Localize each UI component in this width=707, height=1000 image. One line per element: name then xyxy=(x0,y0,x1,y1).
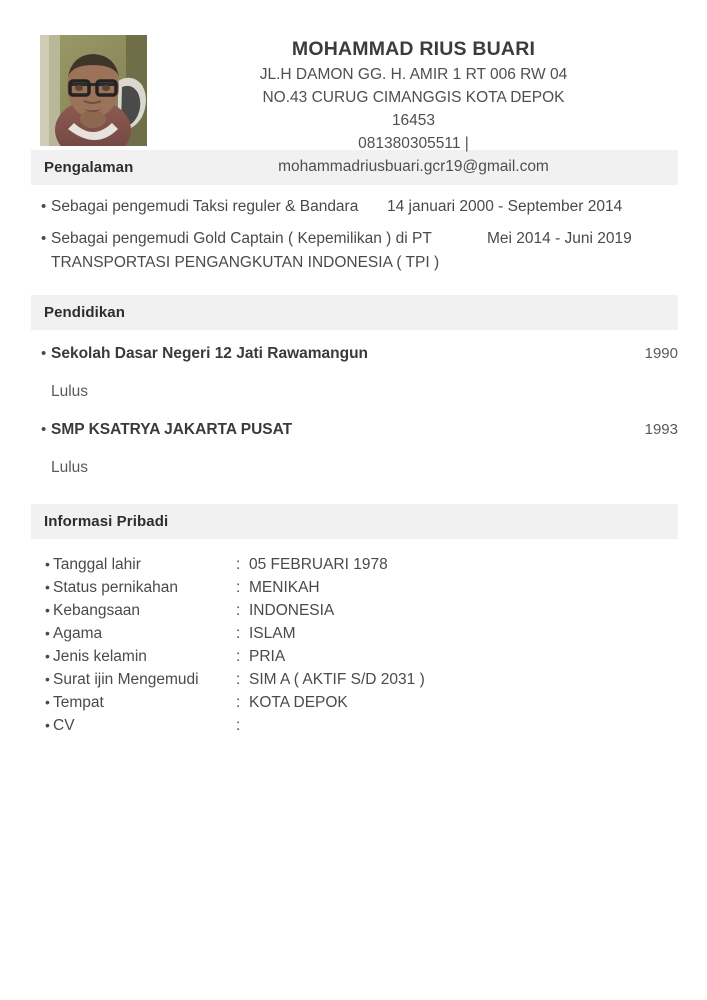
personal-info-separator: : xyxy=(236,694,241,711)
education-status: Lulus xyxy=(51,383,89,400)
bullet-icon: • xyxy=(41,345,47,362)
personal-info-label: Tanggal lahir xyxy=(53,556,141,573)
address-line-2: NO.43 CURUG CIMANGGIS KOTA DEPOK xyxy=(262,89,565,106)
bullet-icon: • xyxy=(41,421,47,438)
bullet-icon: • xyxy=(41,198,47,215)
bullet-icon: • xyxy=(45,625,50,641)
bullet-icon: • xyxy=(41,230,47,247)
address-line-1: JL.H DAMON GG. H. AMIR 1 RT 006 RW 04 xyxy=(259,66,568,83)
personal-info-value: PRIA xyxy=(249,648,286,665)
bullet-icon: • xyxy=(45,556,50,572)
experience-date-range: 14 januari 2000 - September 2014 xyxy=(387,198,623,215)
personal-info-label: Surat ijin Mengemudi xyxy=(53,671,199,688)
personal-info-list xyxy=(0,539,707,737)
profile-photo xyxy=(40,35,147,146)
personal-info-separator: : xyxy=(236,602,241,619)
email-address: mohammadriusbuari.gcr19@gmail.com xyxy=(278,158,549,175)
postal-code: 16453 xyxy=(391,112,436,129)
personal-info-label: Agama xyxy=(53,625,103,642)
personal-info-row xyxy=(31,668,678,691)
experience-description: Sebagai pengemudi Taksi reguler & Bandara xyxy=(51,198,359,215)
education-item xyxy=(31,418,678,480)
personal-info-label: Jenis kelamin xyxy=(53,648,147,665)
experience-description: Sebagai pengemudi Gold Captain ( Kepemilikan ) di PT TRANSPORTASI PENGANGKUTAN INDONESIA ( TPI ) xyxy=(51,230,440,271)
personal-info-separator: : xyxy=(236,579,241,596)
personal-info-value: MENIKAH xyxy=(249,579,320,596)
personal-info-label: Tempat xyxy=(53,694,104,711)
personal-info-separator: : xyxy=(236,556,241,573)
bullet-icon: • xyxy=(45,648,50,664)
personal-info-value: 05 FEBRUARI 1978 xyxy=(249,556,388,573)
personal-info-label: Kebangsaan xyxy=(53,602,141,619)
personal-info-separator: : xyxy=(236,648,241,665)
personal-info-value: INDONESIA xyxy=(249,602,335,619)
education-item xyxy=(31,342,678,404)
personal-info-row xyxy=(31,645,678,668)
personal-info-value: SIM A ( AKTIF S/D 2031 ) xyxy=(249,671,425,688)
experience-date-range: Mei 2014 - Juni 2019 xyxy=(487,230,632,247)
bullet-icon: • xyxy=(45,671,50,687)
personal-info-row xyxy=(31,553,678,576)
education-year: 1993 xyxy=(644,421,678,438)
section-title-experience: Pengalaman xyxy=(44,159,134,176)
phone-number: 081380305511 | xyxy=(358,135,469,152)
section-title-education: Pendidikan xyxy=(44,304,126,321)
personal-info-label: CV xyxy=(53,717,75,734)
personal-info-separator: : xyxy=(236,625,241,642)
personal-info-row xyxy=(31,714,678,737)
personal-info-row xyxy=(31,622,678,645)
education-year: 1990 xyxy=(644,345,678,362)
education-list xyxy=(0,330,707,480)
page-title: MOHAMMAD RIUS BUARI xyxy=(291,38,536,60)
bullet-icon: • xyxy=(45,579,50,595)
personal-info-row xyxy=(31,599,678,622)
personal-info-value: ISLAM xyxy=(249,625,296,642)
section-header-education xyxy=(31,295,678,330)
personal-info-value: KOTA DEPOK xyxy=(249,694,348,711)
personal-info-separator: : xyxy=(236,671,241,688)
section-title-personal-info: Informasi Pribadi xyxy=(44,513,169,530)
personal-info-label: Status pernikahan xyxy=(53,579,178,596)
section-header-personal-info xyxy=(31,504,678,539)
spacer xyxy=(0,494,707,504)
education-school-name: Sekolah Dasar Negeri 12 Jati Rawamangun xyxy=(51,345,369,362)
bullet-icon: • xyxy=(45,694,50,710)
spacer xyxy=(0,283,707,295)
personal-info-separator: : xyxy=(236,717,241,734)
identity-block xyxy=(160,36,667,178)
personal-info-row xyxy=(31,691,678,714)
education-status: Lulus xyxy=(51,459,89,476)
personal-info-row xyxy=(31,576,678,599)
experience-list xyxy=(0,185,707,275)
bullet-icon: • xyxy=(45,602,50,618)
experience-item xyxy=(31,227,678,275)
experience-item xyxy=(31,195,678,219)
education-school-name: SMP KSATRYA JAKARTA PUSAT xyxy=(51,421,293,438)
bullet-icon: • xyxy=(45,717,50,733)
